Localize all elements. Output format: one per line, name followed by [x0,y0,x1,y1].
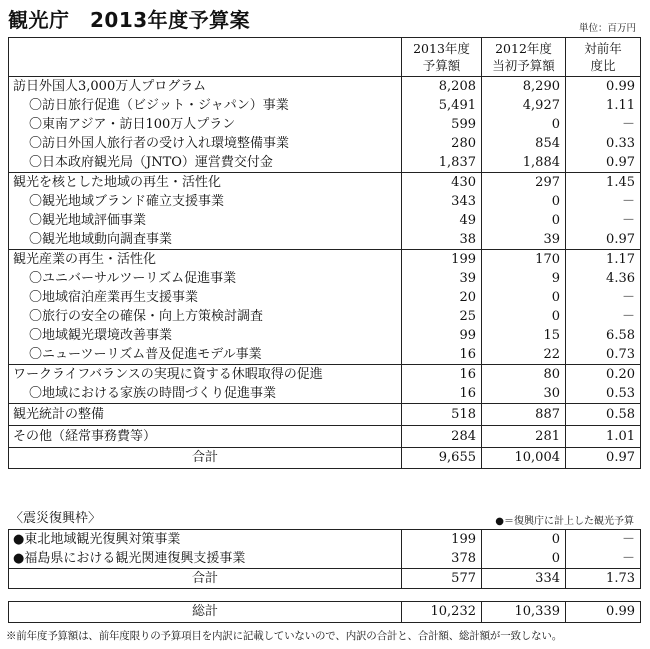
value-ratio: 0.53 [566,384,641,404]
item-row [9,96,641,115]
header-2013-line1: 2013年度 [413,41,470,56]
value-2012: 1,884 [482,153,566,173]
value-ratio: 0.99 [566,77,641,97]
grand-total-2012: 10,339 [482,602,566,623]
value-2013: 8,208 [402,77,482,97]
value-2012: 30 [482,384,566,404]
recovery-item-row [9,530,641,550]
header-2013-line2: 予算額 [422,58,461,73]
value-2012: 0 [482,307,566,326]
grand-total-2013: 10,232 [402,602,482,623]
row-label: 観光産業の再生・活性化 [9,250,402,270]
header-ratio-line2: 度比 [590,58,616,73]
value-ratio: 1.11 [566,96,641,115]
value-2013: 49 [402,211,482,230]
page-title: 観光庁 2013年度予算案 [8,8,251,32]
item-row [9,345,641,365]
row-label: 〇観光地域動向調査事業 [9,230,402,250]
recovery-legend: ●＝復興庁に計上した観光予算 [495,516,634,527]
value-ratio: － [566,192,641,211]
grand-total-label: 総計 [9,602,402,623]
value-ratio: 0.97 [566,230,641,250]
budget-table [8,37,641,469]
value-2013: 1,837 [402,153,482,173]
value-2012: 4,927 [482,96,566,115]
row-label: 〇地域観光環境改善事業 [9,326,402,345]
total-row [9,448,641,469]
row-label: 〇訪日外国人旅行者の受け入れ環境整備事業 [9,134,402,153]
item-row [9,307,641,326]
item-row [9,134,641,153]
recovery-ratio: － [566,530,641,550]
row-label: 観光を核とした地域の再生・活性化 [9,173,402,193]
row-label: 〇地域における家族の時間づくり促進事業 [9,384,402,404]
recovery-row-label: ●東北地域観光復興対策事業 [9,530,402,550]
value-2013: 199 [402,250,482,270]
category-row [9,77,641,97]
item-row [9,192,641,211]
row-label: 〇ニューツーリズム普及促進モデル事業 [9,345,402,365]
value-2012: 9 [482,269,566,288]
header-2012-line2: 当初予算額 [492,58,555,73]
row-label: 〇訪日旅行促進（ビジット・ジャパン）事業 [9,96,402,115]
category-row [9,426,641,448]
value-2013: 16 [402,345,482,365]
value-ratio: － [566,211,641,230]
value-2013: 16 [402,384,482,404]
recovery-total-row [9,569,641,589]
value-ratio: － [566,115,641,134]
row-label: 〇地域宿泊産業再生支援事業 [9,288,402,307]
total-2012: 10,004 [482,448,566,469]
row-label: 〇旅行の安全の確保・向上方策検討調査 [9,307,402,326]
header-2012 [482,38,566,77]
item-row [9,153,641,173]
recovery-row-label: ●福島県における観光関連復興支援事業 [9,549,402,569]
header-ratio-line1: 対前年 [584,41,622,56]
value-2012: 8,290 [482,77,566,97]
value-2013: 518 [402,404,482,426]
item-row [9,288,641,307]
value-2013: 99 [402,326,482,345]
recovery-total-2013: 577 [402,569,482,589]
value-2013: 430 [402,173,482,193]
recovery-2013: 378 [402,549,482,569]
row-label: 〇観光地域ブランド確立支援事業 [9,192,402,211]
grand-total-ratio: 0.99 [606,604,635,619]
unit-label: 単位：百万円 [578,23,636,34]
grand-total-table [8,601,641,623]
row-label: 〇東南アジア・訪日100万人プラン [9,115,402,134]
item-row [9,269,641,288]
category-row [9,250,641,270]
value-2013: 25 [402,307,482,326]
value-ratio: 1.17 [566,250,641,270]
row-label: ワークライフバランスの実現に資する休暇取得の促進 [9,365,402,385]
recovery-2012: 0 [482,530,566,550]
item-row [9,115,641,134]
footnote: ※前年度予算額は、前年度限りの予算項目を内訳に記載していないので、内訳の合計と、合計額、総計額が一致しない。 [6,630,562,642]
header-2012-line1: 2012年度 [495,41,552,56]
total-2013: 9,655 [402,448,482,469]
value-2013: 284 [402,426,482,448]
value-ratio: 0.33 [566,134,641,153]
value-2012: 281 [482,426,566,448]
value-2012: 887 [482,404,566,426]
value-ratio: 4.36 [566,269,641,288]
value-2013: 5,491 [402,96,482,115]
item-row [9,384,641,404]
value-2012: 0 [482,211,566,230]
value-2013: 39 [402,269,482,288]
row-label: 〇ユニバーサルツーリズム促進事業 [9,269,402,288]
grand-total-row [9,602,641,623]
recovery-table [8,529,641,589]
recovery-total-label: 合計 [9,569,402,589]
value-2013: 16 [402,365,482,385]
header-blank [9,38,402,77]
total-ratio: 0.97 [566,448,641,469]
value-ratio: 1.01 [566,426,641,448]
value-2012: 854 [482,134,566,153]
value-2012: 297 [482,173,566,193]
value-2013: 38 [402,230,482,250]
category-row [9,365,641,385]
row-label: 〇日本政府観光局（JNTO）運営費交付金 [9,153,402,173]
value-2012: 80 [482,365,566,385]
value-2013: 20 [402,288,482,307]
row-label: その他（経常事務費等） [9,426,402,448]
budget-body [9,77,641,469]
value-2012: 39 [482,230,566,250]
value-2013: 280 [402,134,482,153]
recovery-item-row [9,549,641,569]
recovery-2012: 0 [482,549,566,569]
header-ratio [566,38,641,77]
recovery-body [9,530,641,589]
value-ratio: 1.45 [566,173,641,193]
value-2012: 15 [482,326,566,345]
item-row [9,230,641,250]
value-ratio: － [566,307,641,326]
category-row [9,173,641,193]
value-ratio: 6.58 [566,326,641,345]
value-ratio: 0.58 [566,404,641,426]
value-2012: 0 [482,192,566,211]
value-2013: 599 [402,115,482,134]
value-ratio: 0.20 [566,365,641,385]
row-label: 訪日外国人3,000万人プログラム [9,77,402,97]
value-2013: 343 [402,192,482,211]
value-2012: 0 [482,288,566,307]
recovery-total-ratio: 1.73 [566,569,641,589]
recovery-section-label: 〈震災復興枠〉 [10,511,102,526]
value-2012: 22 [482,345,566,365]
header-2013 [402,38,482,77]
value-2012: 0 [482,115,566,134]
recovery-total-2012: 334 [482,569,566,589]
recovery-2013: 199 [402,530,482,550]
recovery-ratio: － [566,549,641,569]
category-row [9,404,641,426]
value-ratio: － [566,288,641,307]
item-row [9,211,641,230]
value-ratio: 0.73 [566,345,641,365]
value-2012: 170 [482,250,566,270]
row-label: 〇観光地域評価事業 [9,211,402,230]
item-row [9,326,641,345]
value-ratio: 0.97 [566,153,641,173]
row-label: 観光統計の整備 [9,404,402,426]
header-row [9,38,641,77]
total-label: 合計 [9,448,402,469]
